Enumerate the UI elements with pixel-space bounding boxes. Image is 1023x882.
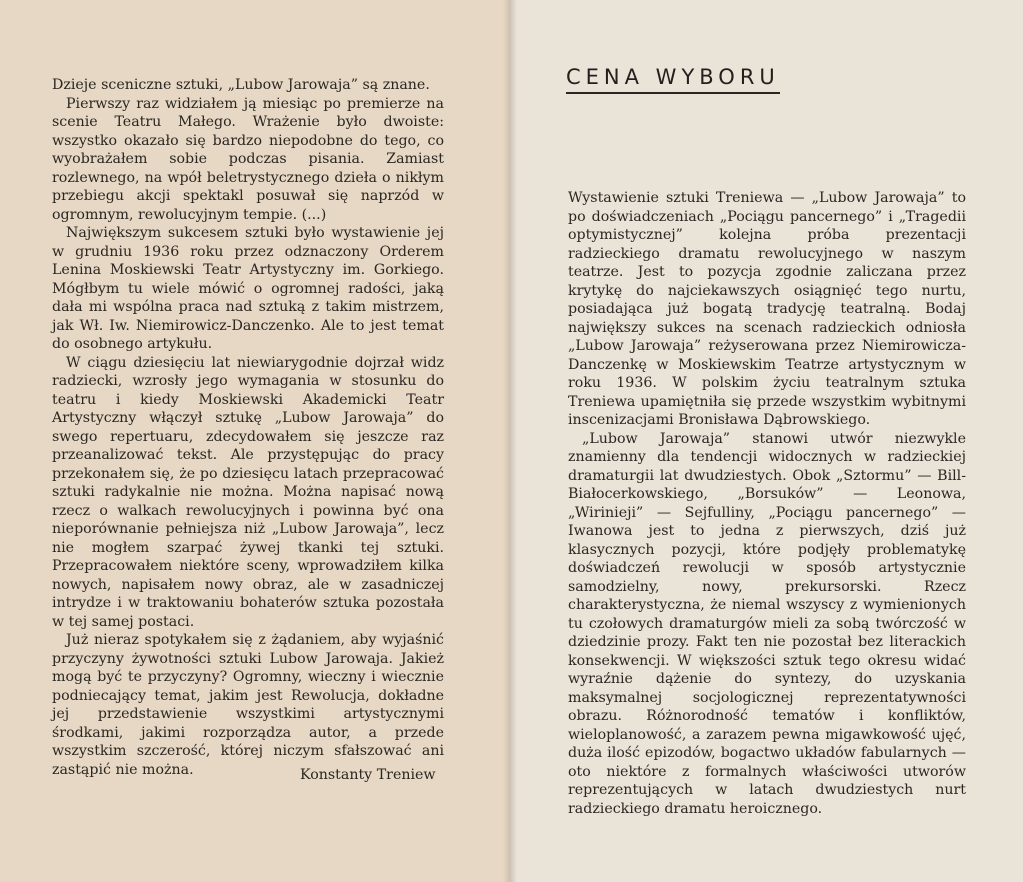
right-paragraph-1: Wystawienie sztuki Treniewa — „Lubow Jarowaja” to po doświadczeniach „Pociągu pancernego” i „Tragedii optymistycznej” kolejna próba prezentacji radzieckiego dramatu rewolucyjnego w naszym teatrze. Jest to pozycja zgodnie zaliczana przez krytykę do najciekawszych osiągnięć tego nurtu, posiadająca już bogatą tradycję teatralną. Bodaj największy sukces na scenach radzieckich odniosła „Lubow Jarowaja” reżyserowana przez Niemirowicza-Danczenkę w Moskiewskim Teatrze artystycznym w roku 1936. W polskim życiu teatralnym sztuka Treniewa upamiętniła się przede wszystkim wybitnymi inscenizacjami Bronisława Dąbrowskiego. (568, 190, 966, 428)
left-page (0, 0, 510, 882)
left-paragraph-4: W ciągu dziesięciu lat niewiarygodnie dojrzał widz radziecki, wzrosły jego wymagania w stosunku do teatru i kiedy Moskiewski Akademicki Teatr Artystyczny włączył sztukę „Lubow Jarowaja” do swego repertuaru, zdecydowałem się jeszcze raz przeanalizować tekst. Ale przystępując do pracy przekonałem się, że po dziesięcu latach przepracować sztuki radykalnie nie można. Można napisać nową rzecz o walkach rewolucyjnych i powinna być ona nieporównanie pełniejsza niż „Lubow Jarowaja”, lecz nie mogłem szarpać żywej tkanki tej sztuki. Przepracowałem niektóre sceny, wprowadziłem kilka nowych, napisałem nowy obraz, ale w zasadniczej intrydze i w traktowaniu bohaterów sztuka pozostała w tej samej postaci. (52, 354, 444, 630)
right-page-text (568, 189, 966, 818)
left-paragraph-1: Dzieje sceniczne sztuki, „Lubow Jarowaja” są znane. (52, 77, 430, 93)
article-heading: CENA WYBORU (566, 65, 780, 89)
right-paragraph-2: „Lubow Jarowaja” stanowi utwór niezwykle znamienny dla tendencji widocznych w radzieckiej dramaturgii lat dwudziestych. Obok „Sztormu” — Bill-Białocerkowskiego, „Borsuków” — Leonowa, „Wirinieji” — Sejfulliny, „Pociągu pancernego” — Iwanowa jest to jedna z pierwszych, dziś już klasycznych pozycji, które podjęły problematykę doświadczeń rewolucji w sposób artystycznie samodzielny, nowy, prekursorski. Rzecz charakterystyczna, że niemal wszyscy z wymienionych tu czołowych dramaturgów mieli za sobą twórczość w dziedzinie prozy. Fakt ten nie pozostał bez literackich konsekwencji. W większości sztuk tego okresu widać wyraźnie dążenie do syntezy, do uzyskania maksymalnej socjologicznej reprezentatywności obrazu. Różnorodność tematów i konfliktów, wieloplanowość, a zarazem pewna migawkowość ujęć, duża ilość epizodów, bogactwo układów fabularnych — oto niektóre z formalnych właściwości utworów reprezentujących w latach dwudziestych nurt radzieckiego dramatu heroicznego. (568, 430, 966, 817)
left-paragraph-5: Już nieraz spotykałem się z żądaniem, aby wyjaśnić przyczyny żywotności sztuki Lubow Jarowaja. Jakież mogą być te przyczyny? Ogromny, wieczny i wiecznie podniecający temat, jakim jest Rewolucja, dokładne jej przedstawienie wszystkimi artystycznymi środkami, jakimi rozporządza autor, a przede wszystkim szczerość, której niczym sfałszować ani zastąpić nie można. (52, 632, 444, 778)
left-page-text (52, 76, 444, 779)
book-gutter (503, 0, 517, 882)
left-paragraph-3: Największym sukcesem sztuki było wystawienie jej w grudniu 1936 roku przez odznaczony Orderem Lenina Moskiewski Teatr Artystyczny im. Gorkiego. Mógłbym tu wiele mówić o ogromnej radości, jaką dała mi wspólna praca nad sztuką z takim mistrzem, jak Wł. Iw. Niemirowicz-Danczenko. Ale to jest temat do osobnego artykułu. (52, 225, 444, 352)
heading-underline (566, 92, 780, 94)
author-signature: Konstanty Treniew (300, 767, 436, 783)
left-paragraph-2: Pierwszy raz widziałem ją miesiąc po premierze na scenie Teatru Małego. Wrażenie było dwoiste: wszystko okazało się bardzo niepodobne do tego, co wyobrażałem sobie podczas pisania. Zamiast rozlewnego, na wpół beletrystycznego dzieła o nikłym przebiegu akcji spektakl posuwał się naprzód w ogromnym, rewolucyjnym tempie. (...) (52, 95, 444, 223)
